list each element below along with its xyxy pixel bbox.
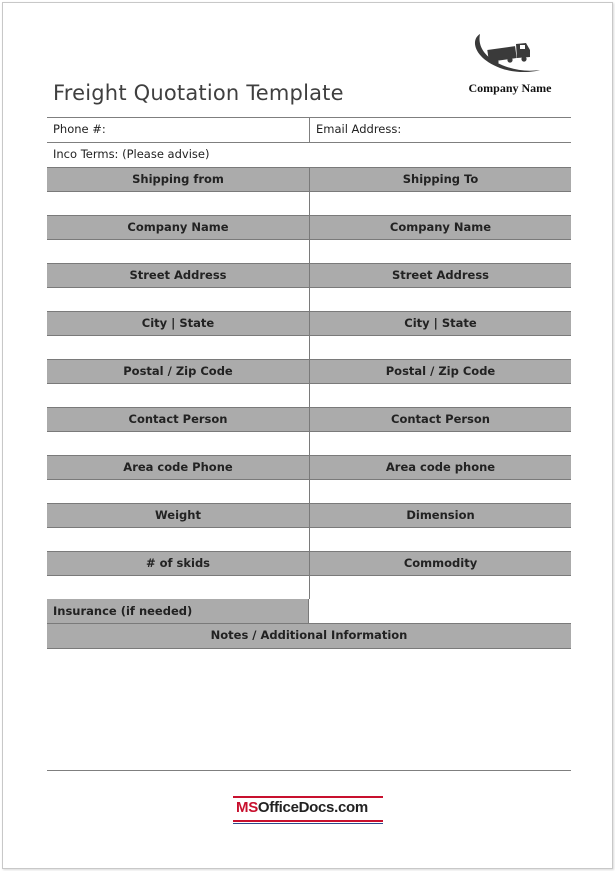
input-row [47, 384, 571, 407]
input-cell-right[interactable] [309, 480, 571, 503]
header-left: # of skids [145, 556, 211, 570]
section-header [47, 215, 571, 240]
input-row [47, 528, 571, 551]
section-header [47, 359, 571, 384]
header-right: Dimension [309, 504, 571, 527]
input-cell-left[interactable] [47, 336, 309, 359]
notes-bottom-line [47, 770, 571, 771]
header-right: Shipping To [309, 168, 571, 191]
input-cell-right[interactable] [309, 288, 571, 311]
input-row [47, 336, 571, 359]
input-row [47, 576, 571, 599]
input-cell-right[interactable] [309, 528, 571, 551]
input-cell-left[interactable] [47, 288, 309, 311]
header-left: Street Address [129, 268, 227, 282]
insurance-input[interactable] [309, 599, 571, 623]
company-logo [466, 30, 556, 76]
insurance-row [47, 599, 571, 624]
header-right: City | State [309, 312, 571, 335]
input-cell-right[interactable] [309, 432, 571, 455]
header-right: Commodity [309, 552, 571, 575]
phone-field[interactable]: Phone #: [53, 122, 106, 136]
header-left: Weight [155, 508, 201, 522]
quotation-form [47, 117, 571, 649]
section-header [47, 167, 571, 192]
header-right: Company Name [309, 216, 571, 239]
notes-header: Notes / Additional Information [47, 624, 571, 649]
inco-terms-row [47, 142, 571, 167]
header-left: City | State [141, 316, 215, 330]
section-header [47, 263, 571, 288]
brand-text [236, 799, 368, 816]
input-cell-right[interactable] [309, 192, 571, 215]
input-row [47, 432, 571, 455]
input-cell-right[interactable] [309, 336, 571, 359]
header-right: Street Address [309, 264, 571, 287]
header-left: Area code Phone [123, 460, 233, 474]
header-left: Postal / Zip Code [123, 364, 233, 378]
header-right: Area code phone [309, 456, 571, 479]
brand-top-bar [233, 796, 383, 798]
input-cell-left[interactable] [47, 432, 309, 455]
insurance-label: Insurance (if needed) [47, 599, 309, 623]
input-row [47, 288, 571, 311]
input-cell-right[interactable] [309, 576, 571, 599]
header-right: Contact Person [309, 408, 571, 431]
brand-officedocs: OfficeDocs.com [257, 799, 368, 816]
input-cell-left[interactable] [47, 240, 309, 263]
input-row [47, 240, 571, 263]
section-header [47, 311, 571, 336]
company-name: Company Name [468, 81, 552, 95]
input-cell-left[interactable] [47, 192, 309, 215]
inco-terms-field[interactable]: Inco Terms: (Please advise) [53, 147, 210, 161]
section-header [47, 407, 571, 432]
brand-bottom-bar [233, 820, 383, 822]
input-cell-left[interactable] [47, 480, 309, 503]
section-header [47, 551, 571, 576]
input-cell-right[interactable] [309, 384, 571, 407]
input-cell-left[interactable] [47, 384, 309, 407]
header-left: Contact Person [128, 412, 228, 426]
document-title: Freight Quotation Template [53, 81, 344, 105]
brand-underline-bar [233, 823, 383, 824]
truck-logo-icon [470, 30, 540, 76]
section-header [47, 503, 571, 528]
contact-row [47, 117, 571, 142]
header-left: Shipping from [132, 172, 224, 186]
input-cell-left[interactable] [47, 576, 309, 599]
brand-ms: MS [236, 799, 258, 816]
section-header [47, 455, 571, 480]
header-left: Company Name [127, 220, 229, 234]
input-cell-right[interactable] [309, 240, 571, 263]
input-cell-left[interactable] [47, 528, 309, 551]
input-row [47, 192, 571, 215]
email-field[interactable]: Email Address: [309, 118, 571, 142]
input-row [47, 480, 571, 503]
header-right: Postal / Zip Code [309, 360, 571, 383]
brand-footer [233, 796, 383, 826]
